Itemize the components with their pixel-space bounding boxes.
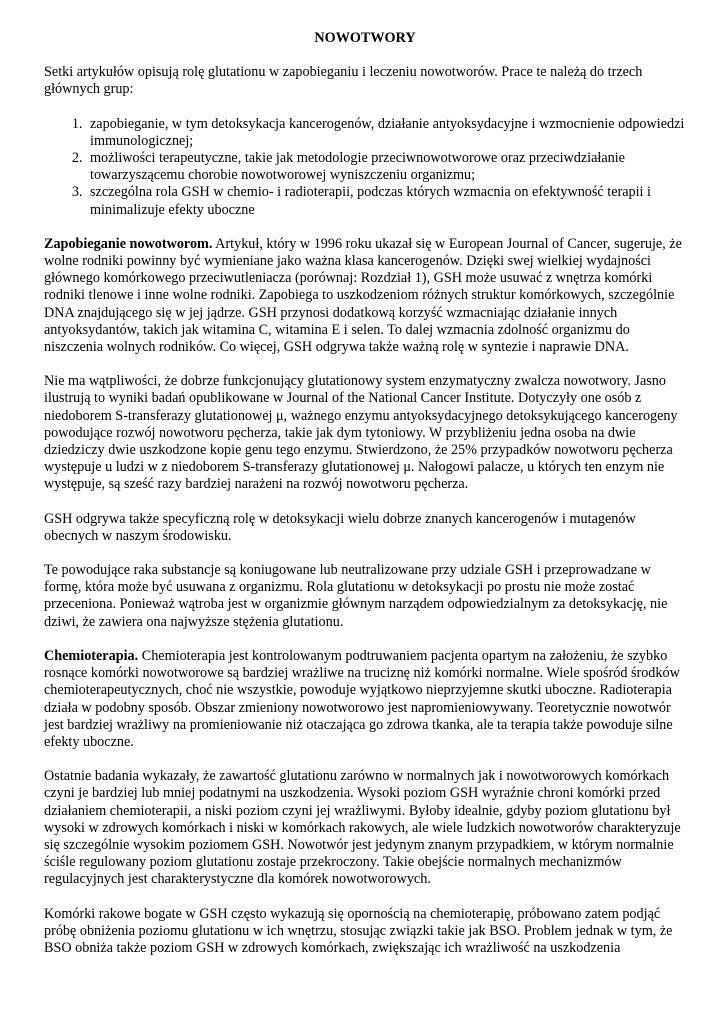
chemotherapy-paragraph [44,648,686,751]
prevention-heading: Zapobieganie nowotworom. [44,235,213,252]
chemotherapy-text: Chemioterapia jest kontrolowanym podtruwaniem pacjenta opartym na założeniu, że szybko rosnące komórki nowotworowe są bardziej wrażliwe na truciznę niż komórki normalne. Wiele spośród środków chemioterapeutycznych, choć nie wszystkie, powoduje wyjątkowo nieprzyjemne skutki uboczne. Radioterapia działa w podobny sposób. Obszar zmieniony nowotworowo jest napromieniowywany. Teoretycznie nowotwór jest bardziej wrażliwy na promieniowanie niż otaczająca go zdrowa tkanka, ale ta terapia także powoduje silne efekty uboczne. [44,647,680,750]
document-page [44,30,686,974]
chemotherapy-heading: Chemioterapia. [44,647,139,664]
prevention-paragraph [44,236,686,356]
list-item: 1. zapobieganie, w tym detoksykacja kancerogenów, działanie antyoksydacyjne i wzmocnienie odpowiedzi immunologicznej; [86,116,686,150]
list-item: 2. możliwości terapeutyczne, takie jak metodologie przeciwnowotworowe oraz przeciwdziałanie towarzyszącemu chorobie nowotworowej wyniszczeniu organizmu; [86,150,686,184]
list-item: 3. szczególna rola GSH w chemio- i radioterapii, podczas których wzmacnia on efektywność terapii i minimalizuje efekty uboczne [86,184,686,218]
prevention-text: Artykuł, który w 1996 roku ukazał się w European Journal of Cancer, sugeruje, że wolne rodniki powinny być wymieniane jako ważna klasa kancerogenów. Dzięki swej wielkiej wydajności głównego komórkowego przeciwutleniacza (porównaj: Rozdział 1), GSH może usuwać z wnętrza komórki rodniki tlenowe i inne wolne rodniki. Zapobiega to uszkodzeniom różnych struktur komórkowych, szczególnie DNA znajdującego się w jej jądrze. GSH przynosi dodatkową korzyść wzmacniając działanie innych antyoksydantów, takich jak witamina C, witamina E i selen. To dalej wzmacnia zdolność organizmu do niszczenia wolnych rodników. Co więcej, GSH odgrywa także ważną rolę w syntezie i naprawie DNA. [44,235,682,356]
detox-paragraph: GSH odgrywa także specyficzną rolę w detoksykacji wielu dobrze znanych kancerogenów i mutagenów obecnych w naszym środowisku. [44,510,636,544]
research-groups-list [44,116,686,219]
liver-paragraph: Te powodujące raka substancje są koniugowane lub neutralizowane przy udziale GSH i przeprowadzane w formę, która może być usuwana z organizmu. Rola glutationu w detoksykacji po prostu nie może zostać przeceniona. Ponieważ wątroba jest w organizmie głównym narządem odpowiedzialnym za detoksykację, nie dziwi, że zawiera ona najwyższe stężenia glutationu. [44,562,668,630]
intro-paragraph: Setki artykułów opisują rolę glutationu w zapobieganiu i leczeniu nowotworów. Prace te należą do trzech głównych grup: [44,64,643,98]
enzyme-paragraph: Nie ma wątpliwości, że dobrze funkcjonujący glutationowy system enzymatyczny zwalcza nowotwory. Jasno ilustrują to wyniki badań opublikowane w Journal of the National Cancer Institute. Dotyczyły one osób z niedoborem S-transferazy glutationowej μ, ważnego enzymu antyoksydacyjnego detoksykującego kancerogeny powodujące rozwój nowotworu pęcherza, takie jak dym tytoniowy. W przybliżeniu jedna osoba na dwie dziedziczy dwie uszkodzone kopie genu tego enzymu. Stwierdzono, że 25% przypadków nowotworu pęcherza występuje u ludzi w z niedoborem S-transferazy glutationowej μ. Nałogowi palacze, u których ten enzym nie występuje, są sześć razy bardziej narażeni na rozwój nowotworu pęcherza. [44,373,678,493]
document-title: NOWOTWORY [314,30,416,46]
studies-paragraph: Ostatnie badania wykazały, że zawartość glutationu zarówno w normalnych jak i nowotworowych komórkach czyni je bardziej lub mniej podatnymi na uszkodzenia. Wysoki poziom GSH wyraźnie chroni komórki przed działaniem chemioterapii, a niski poziom czyni jej wrażliwymi. Byłoby idealnie, gdyby poziom glutationu był wysoki w zdrowych komórkach i niski w komórkach rakowych, ale wiele ludzkich nowotworów charakteryzuje się szczególnie wysokim poziomem GSH. Nowotwór jest jedynym znanym przypadkiem, w którym normalnie ściśle regulowany poziom glutationu zostaje przekroczony. Takie obejście normalnych mechanizmów regulacyjnych jest charakterystyczne dla komórek nowotworowych. [44,768,681,888]
bso-paragraph: Komórki rakowe bogate w GSH często wykazują się opornością na chemioterapię, próbowano zatem podjąć próbę obniżenia poziomu glutationu w ich wnętrzu, stosując związki takie jak BSO. Problem jednak w tym, że BSO obniża także poziom GSH w zdrowych komórkach, zwiększając ich wrażliwość na uszkodzenia [44,905,673,956]
